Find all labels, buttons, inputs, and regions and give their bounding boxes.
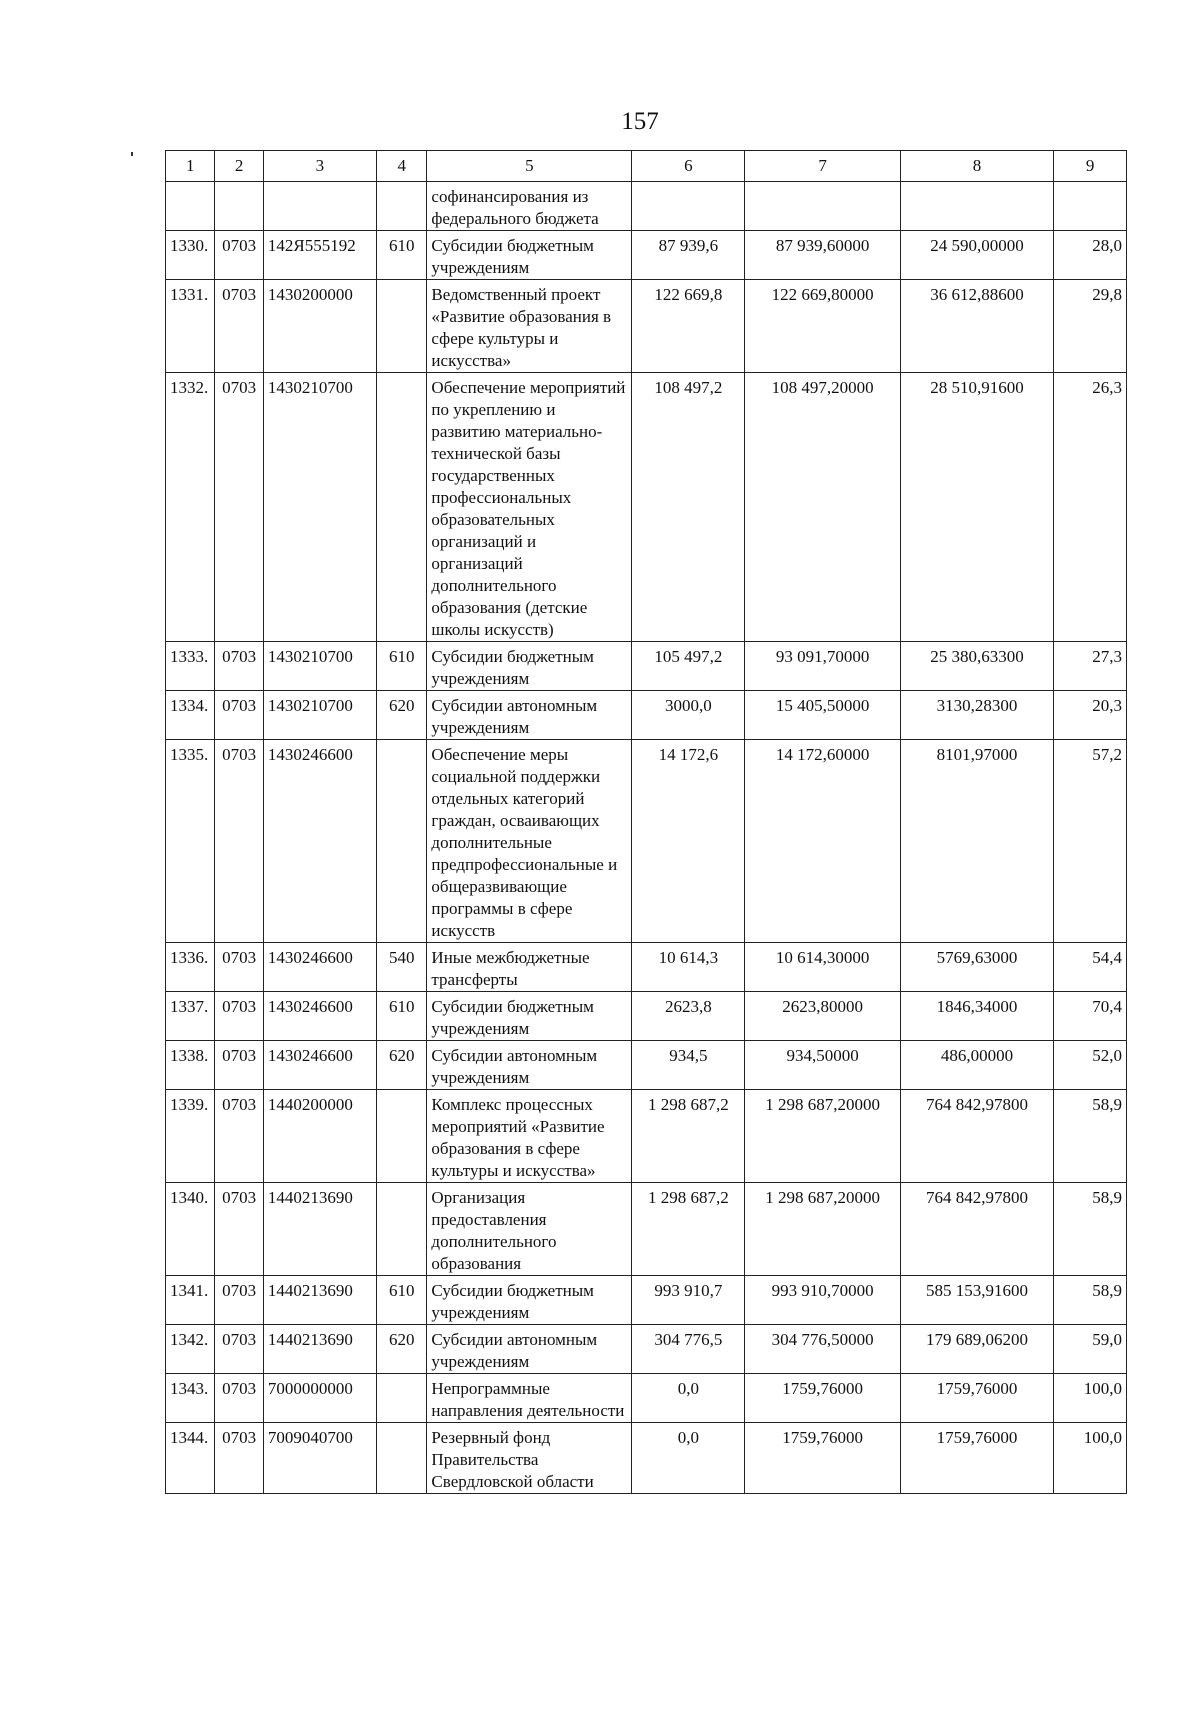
section-code: 0703 [215,1090,263,1183]
row-number: 1333. [166,642,215,691]
table-row [166,1423,1127,1494]
value-col6: 1 298 687,2 [632,1090,745,1183]
percent-executed: 59,0 [1054,1325,1127,1374]
expense-type-code: 620 [376,1325,426,1374]
percent-executed [1054,182,1127,231]
table-row [166,992,1127,1041]
percent-executed: 27,3 [1054,642,1127,691]
value-col8: 24 590,00000 [900,231,1053,280]
value-col7: 2623,80000 [745,992,900,1041]
value-col7: 304 776,50000 [745,1325,900,1374]
expense-type-code: 620 [376,691,426,740]
row-number: 1342. [166,1325,215,1374]
table-row [166,740,1127,943]
value-col8: 25 380,63300 [900,642,1053,691]
value-col6: 14 172,6 [632,740,745,943]
section-code [215,182,263,231]
scan-mark [131,152,133,156]
table-row [166,642,1127,691]
expense-type-code [376,1183,426,1276]
value-col7: 14 172,60000 [745,740,900,943]
percent-executed: 20,3 [1054,691,1127,740]
value-col8: 1759,76000 [900,1374,1053,1423]
value-col8: 5769,63000 [900,943,1053,992]
target-article-code: 1430246600 [263,1041,376,1090]
section-code: 0703 [215,691,263,740]
expense-type-code: 540 [376,943,426,992]
expense-type-code [376,1090,426,1183]
expense-type-code: 610 [376,642,426,691]
percent-executed: 54,4 [1054,943,1127,992]
value-col8: 3130,28300 [900,691,1053,740]
value-col7: 10 614,30000 [745,943,900,992]
section-code: 0703 [215,373,263,642]
section-code: 0703 [215,1325,263,1374]
row-number: 1338. [166,1041,215,1090]
item-name: софинансирования из федерального бюджета [427,182,632,231]
value-col7: 1 298 687,20000 [745,1183,900,1276]
value-col7: 87 939,60000 [745,231,900,280]
table-row [166,1374,1127,1423]
table-row [166,1090,1127,1183]
column-header-2: 2 [215,151,263,182]
value-col6: 934,5 [632,1041,745,1090]
value-col7: 15 405,50000 [745,691,900,740]
target-article-code: 1440200000 [263,1090,376,1183]
table-row [166,280,1127,373]
target-article-code: 1430246600 [263,943,376,992]
section-code: 0703 [215,1374,263,1423]
table-row [166,1183,1127,1276]
expense-type-code [376,1423,426,1494]
item-name: Организация предоставления дополнительного образования [427,1183,632,1276]
header-row [166,151,1127,182]
section-code: 0703 [215,1183,263,1276]
column-header-1: 1 [166,151,215,182]
value-col8: 8101,97000 [900,740,1053,943]
value-col7: 934,50000 [745,1041,900,1090]
target-article-code: 1430200000 [263,280,376,373]
value-col6: 87 939,6 [632,231,745,280]
target-article-code [263,182,376,231]
value-col8: 764 842,97800 [900,1183,1053,1276]
section-code: 0703 [215,943,263,992]
value-col7: 122 669,80000 [745,280,900,373]
value-col6: 10 614,3 [632,943,745,992]
row-number: 1343. [166,1374,215,1423]
row-number: 1339. [166,1090,215,1183]
percent-executed: 58,9 [1054,1183,1127,1276]
value-col6: 122 669,8 [632,280,745,373]
value-col6: 108 497,2 [632,373,745,642]
value-col8: 486,00000 [900,1041,1053,1090]
item-name: Субсидии автономным учреждениям [427,691,632,740]
page-number: 157 [621,108,659,135]
percent-executed: 29,8 [1054,280,1127,373]
column-header-3: 3 [263,151,376,182]
value-col6: 0,0 [632,1374,745,1423]
item-name: Субсидии бюджетным учреждениям [427,231,632,280]
target-article-code: 1430210700 [263,691,376,740]
expense-type-code: 620 [376,1041,426,1090]
value-col6: 0,0 [632,1423,745,1494]
value-col6: 1 298 687,2 [632,1183,745,1276]
value-col7: 1 298 687,20000 [745,1090,900,1183]
row-number: 1331. [166,280,215,373]
table-row [166,373,1127,642]
target-article-code: 1440213690 [263,1183,376,1276]
value-col6 [632,182,745,231]
expense-type-code: 610 [376,992,426,1041]
item-name: Субсидии бюджетным учреждениям [427,642,632,691]
row-number [166,182,215,231]
value-col7: 108 497,20000 [745,373,900,642]
target-article-code: 142Я555192 [263,231,376,280]
item-name: Субсидии автономным учреждениям [427,1325,632,1374]
value-col7 [745,182,900,231]
table-row [166,1041,1127,1090]
value-col7: 93 091,70000 [745,642,900,691]
percent-executed: 100,0 [1054,1423,1127,1494]
item-name: Субсидии автономным учреждениям [427,1041,632,1090]
percent-executed: 100,0 [1054,1374,1127,1423]
value-col8: 1846,34000 [900,992,1053,1041]
table-row [166,943,1127,992]
value-col7: 993 910,70000 [745,1276,900,1325]
percent-executed: 52,0 [1054,1041,1127,1090]
row-number: 1335. [166,740,215,943]
row-number: 1341. [166,1276,215,1325]
percent-executed: 28,0 [1054,231,1127,280]
value-col7: 1759,76000 [745,1374,900,1423]
item-name: Субсидии бюджетным учреждениям [427,992,632,1041]
expense-type-code [376,1374,426,1423]
table-body [166,182,1127,1494]
percent-executed: 26,3 [1054,373,1127,642]
column-header-4: 4 [376,151,426,182]
expense-type-code: 610 [376,231,426,280]
item-name: Иные межбюджетные трансферты [427,943,632,992]
row-number: 1332. [166,373,215,642]
column-header-6: 6 [632,151,745,182]
expense-type-code [376,182,426,231]
row-number: 1337. [166,992,215,1041]
row-number: 1340. [166,1183,215,1276]
section-code: 0703 [215,992,263,1041]
target-article-code: 1440213690 [263,1276,376,1325]
value-col8: 585 153,91600 [900,1276,1053,1325]
value-col6: 3000,0 [632,691,745,740]
percent-executed: 70,4 [1054,992,1127,1041]
value-col6: 993 910,7 [632,1276,745,1325]
item-name: Комплекс процессных мероприятий «Развитие образования в сфере культуры и искусства» [427,1090,632,1183]
value-col6: 105 497,2 [632,642,745,691]
section-code: 0703 [215,231,263,280]
table-row [166,231,1127,280]
item-name: Непрограммные направления деятельности [427,1374,632,1423]
percent-executed: 58,9 [1054,1276,1127,1325]
section-code: 0703 [215,1423,263,1494]
target-article-code: 7000000000 [263,1374,376,1423]
item-name: Обеспечение меры социальной поддержки отдельных категорий граждан, осваивающих дополнительные предпрофессиональные и общеразвивающие программы в сфере искусств [427,740,632,943]
value-col8 [900,182,1053,231]
row-number: 1330. [166,231,215,280]
target-article-code: 1430210700 [263,642,376,691]
row-number: 1344. [166,1423,215,1494]
value-col8: 28 510,91600 [900,373,1053,642]
value-col6: 2623,8 [632,992,745,1041]
section-code: 0703 [215,1041,263,1090]
table-row [166,691,1127,740]
row-number: 1334. [166,691,215,740]
value-col7: 1759,76000 [745,1423,900,1494]
table-row [166,182,1127,231]
column-header-9: 9 [1054,151,1127,182]
value-col6: 304 776,5 [632,1325,745,1374]
item-name: Субсидии бюджетным учреждениям [427,1276,632,1325]
table-row [166,1325,1127,1374]
value-col8: 179 689,06200 [900,1325,1053,1374]
expense-type-code: 610 [376,1276,426,1325]
expense-type-code [376,280,426,373]
column-header-8: 8 [900,151,1053,182]
target-article-code: 1430246600 [263,740,376,943]
target-article-code: 7009040700 [263,1423,376,1494]
target-article-code: 1430246600 [263,992,376,1041]
percent-executed: 58,9 [1054,1090,1127,1183]
value-col8: 36 612,88600 [900,280,1053,373]
table-row [166,1276,1127,1325]
value-col8: 1759,76000 [900,1423,1053,1494]
column-header-5: 5 [427,151,632,182]
percent-executed: 57,2 [1054,740,1127,943]
expense-type-code [376,740,426,943]
budget-table [165,150,1127,1494]
expense-type-code [376,373,426,642]
table-header [166,151,1127,182]
value-col8: 764 842,97800 [900,1090,1053,1183]
item-name: Ведомственный проект «Развитие образования в сфере культуры и искусства» [427,280,632,373]
item-name: Резервный фонд Правительства Свердловской области [427,1423,632,1494]
section-code: 0703 [215,740,263,943]
column-header-7: 7 [745,151,900,182]
section-code: 0703 [215,1276,263,1325]
target-article-code: 1440213690 [263,1325,376,1374]
section-code: 0703 [215,642,263,691]
item-name: Обеспечение мероприятий по укреплению и развитию материально-технической базы государственных профессиональных образовательных организаций и организаций дополнительного образования (детские школы искусств) [427,373,632,642]
target-article-code: 1430210700 [263,373,376,642]
section-code: 0703 [215,280,263,373]
row-number: 1336. [166,943,215,992]
